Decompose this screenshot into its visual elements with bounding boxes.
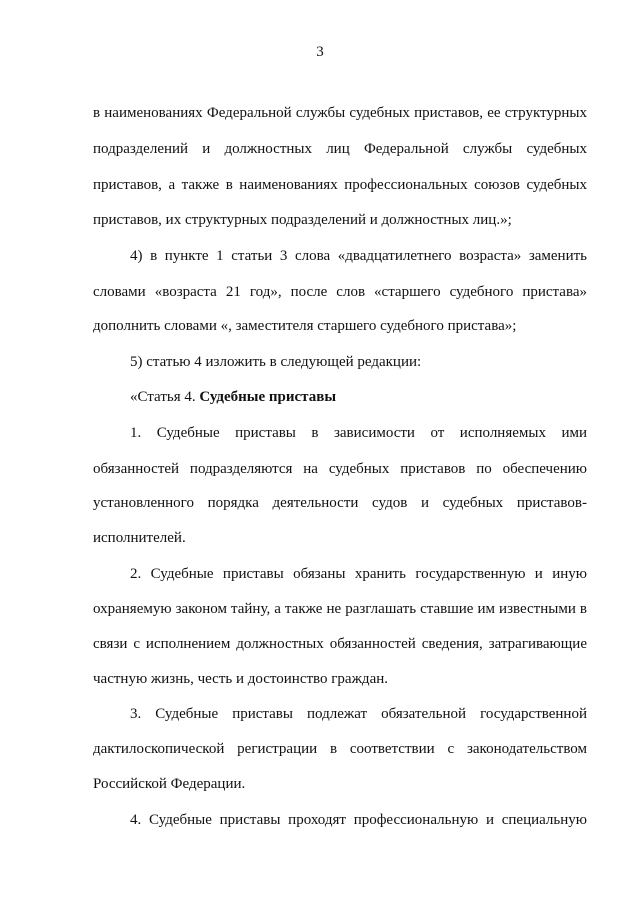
text-line: приставов, а также в наименованиях профессиональных союзов судебных	[93, 177, 587, 193]
text-line: в наименованиях Федеральной службы судебных приставов, ее структурных	[93, 105, 587, 121]
text-line: установленного порядка деятельности судов и судебных приставов-	[93, 495, 587, 511]
text-line: обязанностей подразделяются на судебных приставов по обеспечению	[93, 461, 587, 477]
text-line: 3. Судебные приставы подлежат обязательной государственной	[130, 706, 587, 722]
page-number: 3	[316, 44, 324, 60]
text-line: 4) в пункте 1 статьи 3 слова «двадцатилетнего возраста» заменить	[130, 248, 587, 264]
text-line: Российской Федерации.	[93, 776, 246, 792]
text-line: дактилоскопической регистрации в соответствии с законодательством	[93, 741, 587, 757]
text-line: 1. Судебные приставы в зависимости от исполняемых ими	[130, 425, 587, 441]
article-heading-title: Судебные приставы	[199, 389, 337, 405]
text-line: дополнить словами «, заместителя старшего судебного пристава»;	[93, 318, 517, 334]
text-line: связи с исполнением должностных обязанностей сведения, затрагивающие	[93, 636, 587, 652]
text-line: словами «возраста 21 год», после слов «старшего судебного пристава»	[93, 284, 587, 300]
article-heading	[130, 387, 587, 407]
text-line: подразделений и должностных лиц Федеральной службы судебных	[93, 141, 587, 157]
article-heading-prefix: «Статья 4.	[130, 389, 200, 405]
text-line: охраняемую законом тайну, а также не разглашать ставшие им известными в	[93, 601, 587, 617]
text-line: исполнителей.	[93, 530, 186, 546]
text-line: 5) статью 4 изложить в следующей редакции:	[130, 354, 422, 370]
text-line: приставов, их структурных подразделений и должностных лиц.»;	[93, 212, 512, 228]
text-line: 2. Судебные приставы обязаны хранить государственную и иную	[130, 566, 587, 582]
text-line: частную жизнь, честь и достоинство граждан.	[93, 671, 388, 687]
text-line: 4. Судебные приставы проходят профессиональную и специальную	[130, 812, 587, 828]
